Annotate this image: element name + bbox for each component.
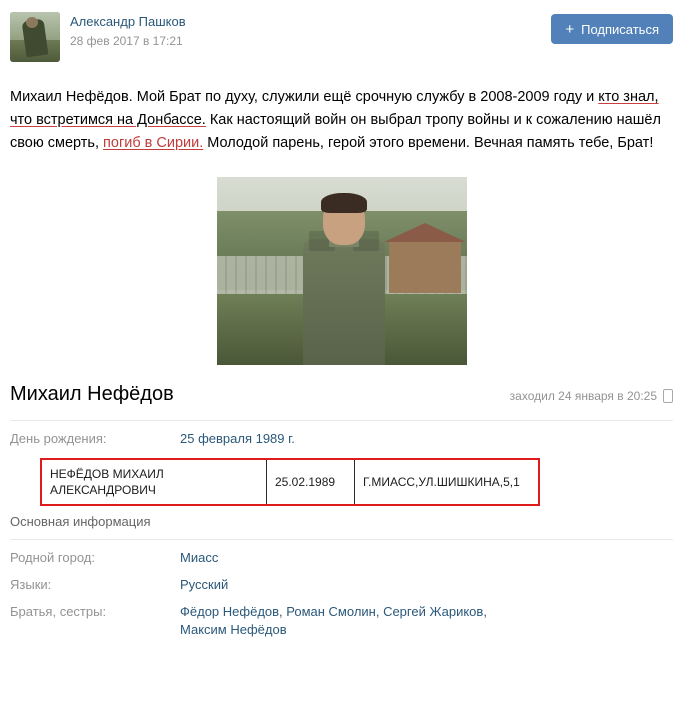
siblings-line-1[interactable]: Фёдор Нефёдов, Роман Смолин, Сергей Жариков, — [180, 604, 487, 619]
photo-person-body — [303, 239, 385, 365]
photo-person-hair — [321, 193, 367, 213]
post-photo-wrap — [10, 177, 673, 365]
birthday-value[interactable]: 25 февраля 1989 г. — [180, 431, 295, 446]
author-block — [70, 12, 186, 49]
birthday-row — [10, 421, 673, 448]
languages-row — [10, 567, 673, 594]
birthday-label: День рождения: — [10, 431, 107, 446]
post-text — [10, 86, 673, 155]
languages-value[interactable]: Русский — [180, 577, 229, 592]
plus-icon: + — [565, 20, 575, 38]
document-highlight-box — [40, 458, 540, 506]
mobile-phone-icon — [663, 389, 673, 403]
document-fullname-cell — [42, 460, 267, 504]
post-text-part-2: Как настоящий войн он выбрал тропу войны и к сожалению нашёл свою смерть, — [10, 112, 661, 151]
section-title-main-info: Основная информация — [10, 514, 151, 529]
post-text-part-1: Михаил Нефёдов. Мой Брат по духу, служили ещё срочную службу в 2008-2009 году и — [10, 89, 599, 105]
document-fullname-line-2: АЛЕКСАНДРОВИЧ — [50, 483, 156, 497]
post-header — [10, 0, 673, 62]
siblings-row — [10, 594, 673, 639]
document-fullname-line-1: НЕФЁДОВ МИХАИЛ — [50, 467, 164, 481]
hometown-row — [10, 540, 673, 567]
post-text-part-3: Молодой парень, герой этого времени. Вечная память тебе, Брат! — [203, 135, 654, 151]
page-title: Михаил Нефёдов — [10, 383, 174, 405]
hometown-value[interactable]: Миасс — [180, 550, 219, 565]
post-photo[interactable] — [217, 177, 467, 365]
avatar[interactable] — [10, 12, 60, 62]
languages-label: Языки: — [10, 577, 52, 592]
post-text-underline-2: погиб в Сирии. — [103, 135, 204, 151]
hometown-label: Родной город: — [10, 550, 95, 565]
subscribe-button-label: Подписаться — [581, 21, 659, 37]
last-seen-text: заходил 24 января в 20:25 — [509, 389, 657, 403]
post-text-underline-1: кто знал, что встретимся на Донбассе. — [10, 89, 659, 128]
photo-house — [389, 241, 461, 293]
document-address-cell: Г.МИАСС,УЛ.ШИШКИНА,5,1 — [363, 475, 520, 489]
post-author-name[interactable]: Александр Пашков — [70, 14, 186, 29]
siblings-values — [180, 603, 487, 639]
profile-name-row — [10, 383, 673, 420]
post-date[interactable]: 28 фев 2017 в 17:21 — [70, 34, 183, 48]
last-seen-status — [510, 389, 673, 403]
siblings-line-2[interactable]: Максим Нефёдов — [180, 622, 287, 637]
subscribe-button[interactable] — [551, 14, 673, 44]
siblings-label: Братья, сестры: — [10, 604, 107, 619]
document-birthdate-cell: 25.02.1989 — [267, 460, 355, 504]
avatar-head — [26, 17, 38, 28]
